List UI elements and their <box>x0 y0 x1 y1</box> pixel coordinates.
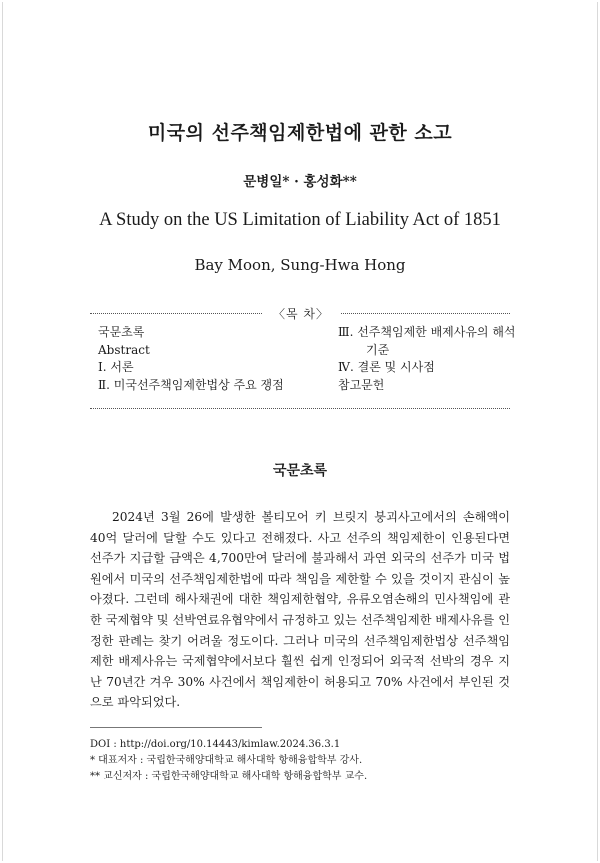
toc-bottom-rule <box>90 408 510 409</box>
abstract-body: 2024년 3월 26에 발생한 볼티모어 키 브릿지 붕괴사고에서의 손해액이 40억 달러에 달할 수도 있다고 전해졌다. 사고 선주의 책임제한이 인용된다면 선주가 지급할 금액은 4,700만여 달러에 불과해서 과연 외국의 선주가 미국 법원에서 미국의 선주책임제한법에 따라 책임을 제한할 수 있을 것이지 관심이 높아졌다. 그런데 해사채권에 대한 책임제한협약, 유류오염손해의 민사책임에 관한 국제협약 및 선박연료유협약에서 규정하고 있는 선주책임제한 배제사유를 인정한 판례는 찾기 어려울 정도이다. 그러나 미국의 선주책임제한법상 선주책임제한 배제사유는 국제협약에서보다 훨씬 쉽게 인정되어 외국적 선박의 경우 지난 70년간 겨우 30% 사건에서 책임제한이 허용되고 70% 사건에서 부인된 것으로 파악되었다. <box>90 510 510 710</box>
table-of-contents <box>90 306 516 409</box>
toc-item-interpretation[interactable]: Ⅲ. 선주책임제한 배제사유의 해석 <box>338 325 516 339</box>
abstract-heading: 국문초록 <box>272 463 328 479</box>
toc-item-interpretation-continued[interactable]: 기준 <box>366 342 390 357</box>
toc-right-column <box>338 324 516 394</box>
authors-korean: 문병일* · 홍성화** <box>243 174 357 190</box>
toc-item-korean-abstract[interactable]: 국문초록 <box>98 325 145 339</box>
paper-title-english: A Study on the US Limitation of Liability Act of 1851 <box>99 210 501 230</box>
footnotes <box>90 737 510 785</box>
footnote-corresponding-author: ** 교신저자 : 국립한국해양대학교 해사대학 항해융합학부 교수. <box>90 771 368 782</box>
footnote-rule <box>90 727 262 728</box>
toc-left-column <box>98 324 298 394</box>
authors-english: Bay Moon, Sung-Hwa Hong <box>194 256 406 274</box>
toc-item-references[interactable]: 참고문헌 <box>338 377 385 392</box>
doi-line[interactable]: DOI : http://doi.org/10.14443/kimlaw.2024.36.3.1 <box>90 739 341 750</box>
footnote-first-author: * 대표저자 : 국립한국해양대학교 해사대학 항해융합학부 강사. <box>90 755 363 766</box>
toc-item-main-issues[interactable]: Ⅱ. 미국선주책임제한법상 주요 쟁점 <box>98 377 284 392</box>
toc-item-introduction[interactable]: Ⅰ. 서론 <box>98 360 134 374</box>
toc-item-abstract[interactable]: Abstract <box>98 342 150 357</box>
toc-heading: 〈목 차〉 <box>262 305 340 322</box>
paper-title-korean: 미국의 선주책임제한법에 관한 소고 <box>147 122 453 144</box>
toc-item-conclusion[interactable]: Ⅳ. 결론 및 시사점 <box>338 360 435 374</box>
